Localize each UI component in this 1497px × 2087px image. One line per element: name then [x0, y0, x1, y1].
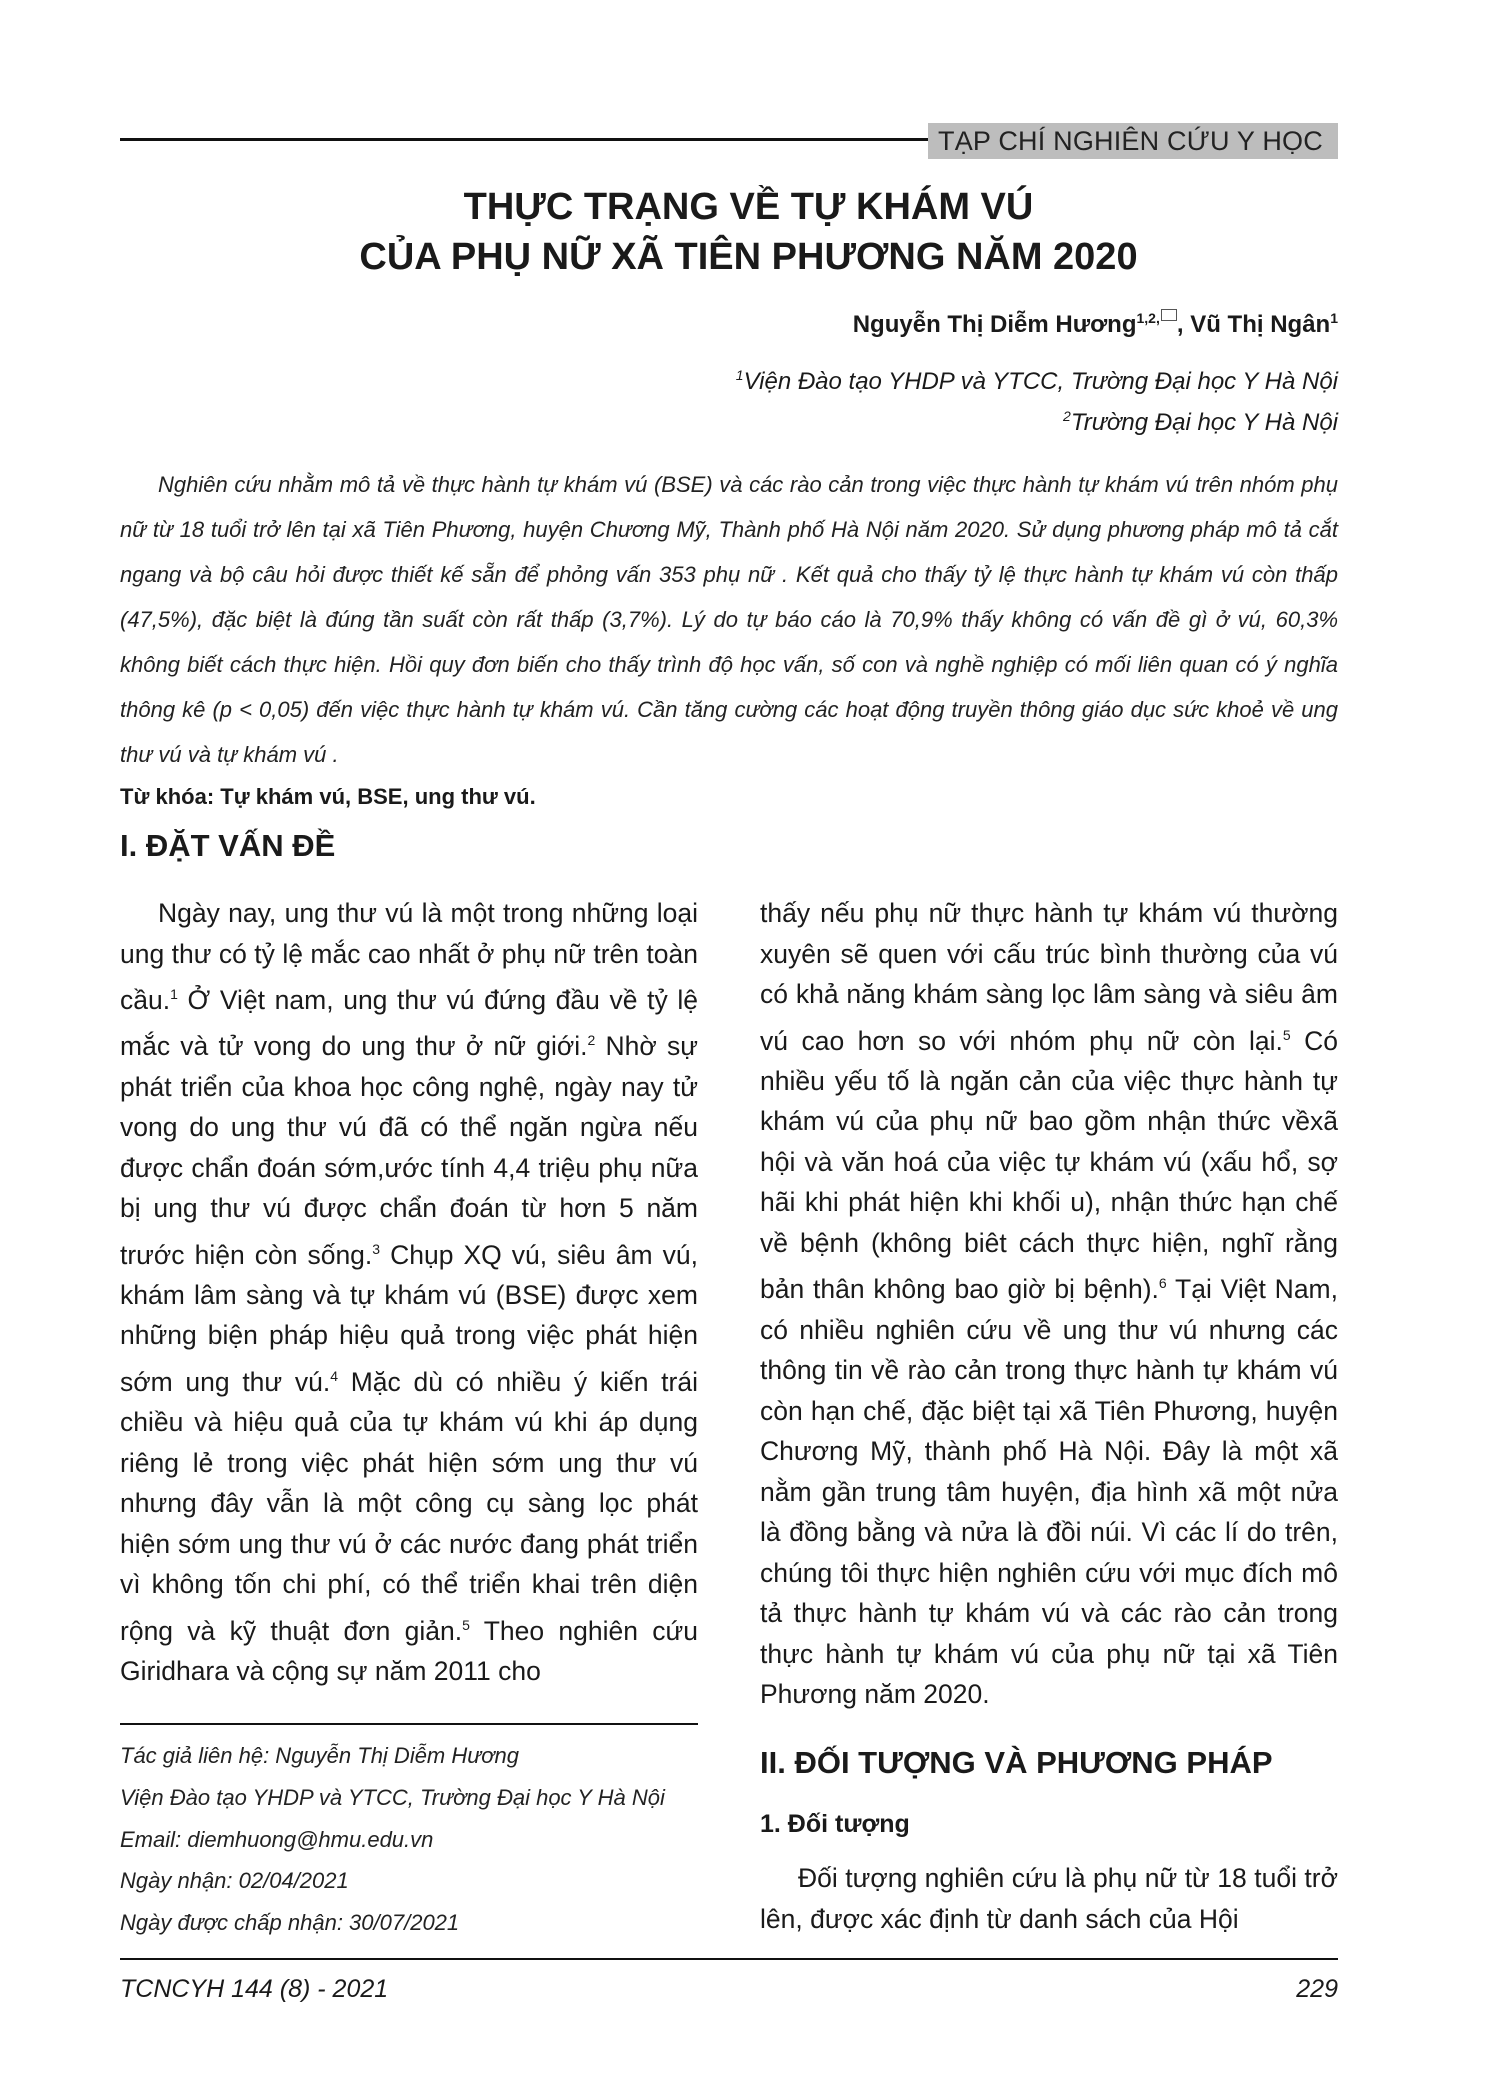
citation: 5 — [462, 1616, 470, 1633]
author-affiliation-sup: 1,2, — [1136, 310, 1160, 326]
body-text: Ngày nay, ung thư vú là một trong những loại ung thư có tỷ lệ mắc cao nhất ở phụ nữ trên toàn cầu. — [120, 898, 698, 1015]
body-text: thấy nếu phụ nữ thực hành tự khám vú thường xuyên sẽ quen với cấu trúc bình thường của vú có khả năng khám sàng lọc lâm sàng và siêu âm vú cao hơn so với nhóm phụ nữ còn lại. — [760, 898, 1338, 1056]
author-name: Vũ Thị Ngân — [1190, 311, 1331, 338]
affiliation-sup: 1 — [735, 367, 744, 383]
section-heading: I. ĐẶT VẤN ĐỀ — [120, 828, 336, 863]
author-list — [853, 310, 1338, 339]
header-rule — [120, 138, 932, 141]
affiliation — [736, 367, 1338, 396]
body-column-left — [120, 893, 698, 1692]
affiliation-text: Viện Đào tạo YHDP và YTCC, Trường Đại học Y Hà Nội — [743, 368, 1338, 395]
received-date: Ngày nhận: 02/04/2021 — [120, 1868, 349, 1893]
corresponding-author: Tác giả liên hệ: Nguyễn Thị Diễm Hương — [120, 1743, 519, 1768]
abstract: Nghiên cứu nhằm mô tả về thực hành tự khám vú (BSE) và các rào cản trong việc thực hành tự khám vú trên nhóm phụ nữ từ 18 tuổi trở lên tại xã Tiên Phương, huyện Chương Mỹ, Thành phố Hà Nội năm 2020. Sử dụng phương pháp mô tả cắt ngang và bộ câu hỏi được thiết kế sẵn để phỏng vấn 353 phụ nữ . Kết quả cho thấy tỷ lệ thực hành tự khám vú còn thấp (47,5%), đặc biệt là đúng tần suất còn rất thấp (3,7%). Lý do tự báo cáo là 70,9% thấy không có vấn đề gì ở vú, 60,3% không biết cách thực hiện. Hồi quy đơn biến cho thấy trình độ học vấn, số con và nghề nghiệp có mối liên quan có ý nghĩa thông kê (p < 0,05) đến việc thực hành tự khám vú. Cần tăng cường các hoạt động truyền thông giáo dục sức khoẻ về ung thư vú và tự khám vú . — [120, 472, 1338, 767]
body-text: Chụp XQ vú, siêu âm vú, khám lâm sàng và tự khám vú (BSE) được xem những biện pháp hiệu quả trong việc phát hiện sớm ung thư vú. — [120, 1239, 698, 1397]
article-title-line-1: THỰC TRẠNG VỀ TỰ KHÁM VÚ — [463, 186, 1034, 228]
section-heading: II. ĐỐI TƯỢNG VÀ PHƯƠNG PHÁP — [760, 1745, 1273, 1780]
author-separator: , — [1176, 311, 1191, 338]
affiliation-text: Trường Đại học Y Hà Nội — [1070, 409, 1338, 436]
citation: 2 — [587, 1032, 596, 1049]
citation: 3 — [372, 1240, 381, 1257]
journal-name: TẠP CHÍ NGHIÊN CỨU Y HỌC — [928, 123, 1338, 159]
envelope-icon — [1161, 309, 1177, 321]
citation: 5 — [1282, 1026, 1291, 1043]
body-paragraph: Đối tượng nghiên cứu là phụ nữ từ 18 tuổi trở lên, được xác định từ danh sách của Hội — [760, 1863, 1338, 1934]
footnote-rule — [120, 1723, 698, 1725]
corresponding-institution: Viện Đào tạo YHDP và YTCC, Trường Đại học Y Hà Nội — [120, 1785, 665, 1810]
footer-rule — [120, 1958, 1338, 1960]
accepted-date: Ngày được chấp nhận: 30/07/2021 — [120, 1910, 460, 1935]
body-text: Tại Việt Nam, có nhiều nghiên cứu về ung thư vú nhưng các thông tin về rào cản trong thực hành tự khám vú còn hạn chế, đặc biệt tại xã Tiên Phương, huyện Chương Mỹ, thành phố Hà Nội. Đây là một xã nằm gần trung tâm huyện, địa hình xã một nửa là đồng bằng và nửa là đồi núi. Vì các lí do trên, chúng tôi thực hiện nghiên cứu với mục đích mô tả thực hành tự khám vú và các rào cản trong thực hành tự khám vú của phụ nữ tại xã Tiên Phương năm 2020. — [760, 1274, 1338, 1710]
citation: 4 — [330, 1367, 339, 1384]
body-text: Nhờ sự phát triển của khoa học công nghệ, ngày nay tử vong do ung thư vú đã có thể ngăn ngừa nếu được chẩn đoán sớm,ước tính 4,4 triệu phụ nữa bị ung thư vú được chẩn đoán từ hơn 5 năm trước hiện còn sống. — [120, 1031, 698, 1270]
journal-issue: TCNCYH 144 (8) - 2021 — [120, 1975, 389, 2003]
page-number: 229 — [1296, 1975, 1338, 2003]
keywords: Từ khóa: Tự khám vú, BSE, ung thư vú. — [120, 784, 536, 809]
body-text: Ở Việt nam, ung thư vú đứng đầu về tỷ lệ mắc và tử vong do ung thư ở nữ giới. — [120, 984, 698, 1062]
article-title-line-2: CỦA PHỤ NỮ XÃ TIÊN PHƯƠNG NĂM 2020 — [359, 236, 1138, 278]
author-name: Nguyễn Thị Diễm Hương — [852, 311, 1137, 338]
body-text: Mặc dù có nhiều ý kiến trái chiều và hiệu quả của tự khám vú khi áp dụng riêng lẻ trong việc phát hiện sớm ung thư vú nhưng đây vẫn là một công cụ sàng lọc phát hiện sớm ung thư vú ở các nước đang phát triển vì không tốn chi phí, có thể triển khai trên diện rộng và kỹ thuật đơn giản. — [120, 1366, 698, 1646]
citation: 6 — [1158, 1275, 1167, 1292]
affiliation-sup: 2 — [1063, 408, 1071, 424]
corresponding-email: Email: diemhuong@hmu.edu.vn — [120, 1827, 434, 1852]
subsection-heading: 1. Đối tượng — [760, 1810, 910, 1838]
citation: 1 — [170, 986, 178, 1002]
affiliation — [1063, 408, 1338, 437]
author-affiliation-sup: 1 — [1330, 310, 1338, 326]
body-column-right — [760, 893, 1338, 1715]
body-text: Theo nghiên cứu Giridhara và cộng sự năm 2011 cho — [120, 1615, 698, 1687]
body-text: Có nhiều yếu tố là ngăn cản của việc thực hành tự khám vú của phụ nữ bao gồm nhận thức vềxã hội và văn hoá của việc tự khám vú (xấu hổ, sợ hãi khi phát hiện khi khối u), nhận thức hạn chế về bệnh (không biêt cách thực hiện, nghĩ rằng bản thân không bao giờ bị bệnh). — [760, 1025, 1338, 1305]
